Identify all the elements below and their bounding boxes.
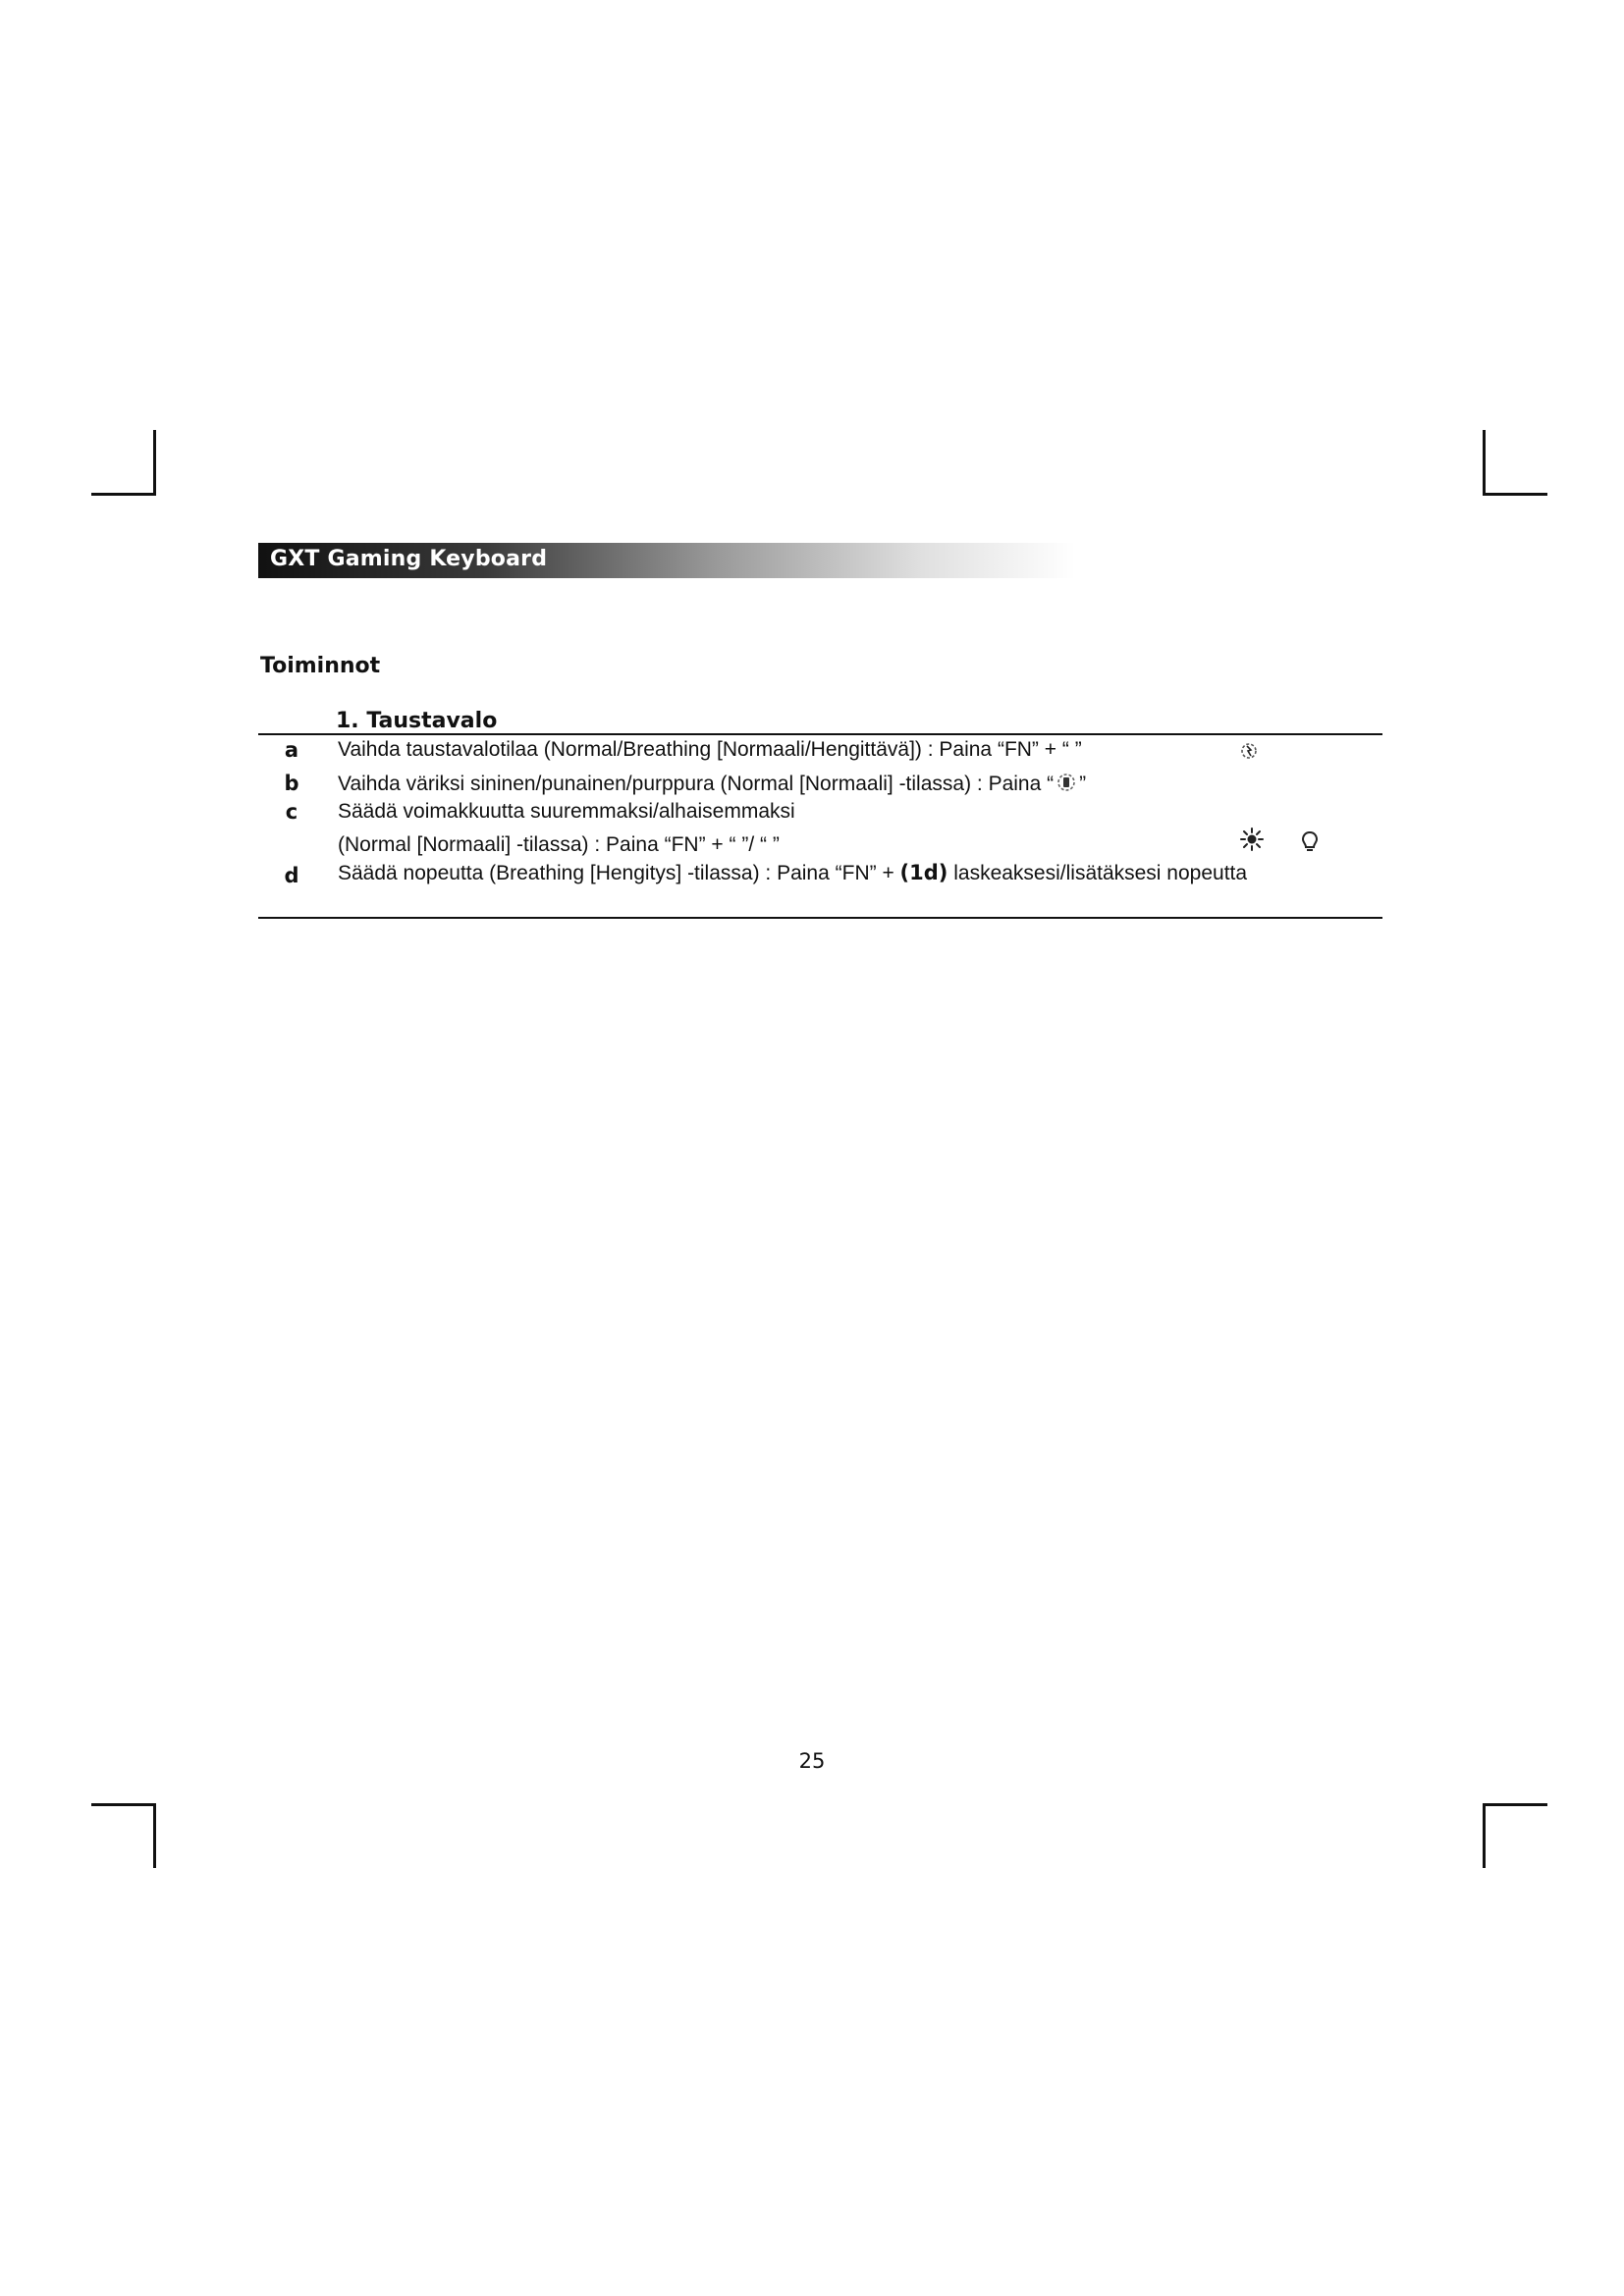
- crop-mark-top-right-horizontal: [1483, 493, 1547, 496]
- brightness-down-icon: [1301, 830, 1319, 854]
- item-text-c-line1: Säädä voimakkuutta suuremmaksi/alhaisemmaksi: [338, 800, 795, 823]
- crop-mark-top-left-horizontal: [91, 493, 156, 496]
- item-letter-c: c: [285, 800, 298, 824]
- item-letter-d: d: [284, 864, 299, 887]
- item-text-d-before: Säädä nopeutta (Breathing [Hengitys] -tilassa) : Paina “FN” +: [338, 862, 900, 884]
- item-text-b-after: ”: [1079, 773, 1087, 795]
- section-title: Toiminnot: [260, 654, 381, 678]
- table-top-rule: [258, 733, 1382, 735]
- item-text-a: Vaihda taustavalotilaa (Normal/Breathing [Normaali/Hengittävä]) : Paina “FN” + “ ”: [338, 738, 1082, 761]
- brightness-up-icon: [1239, 827, 1265, 852]
- crop-mark-bottom-right-horizontal: [1483, 1803, 1547, 1806]
- item-letter-a: a: [284, 738, 299, 762]
- backlight-mode-icon: [1239, 740, 1259, 762]
- item-text-b-before: Vaihda väriksi sininen/punainen/purppura (Normal [Normaali] -tilassa) : Paina “: [338, 773, 1055, 795]
- table-bottom-rule: [258, 917, 1382, 919]
- page-number: 25: [798, 1749, 826, 1773]
- item-text-c-line2: (Normal [Normaali] -tilassa) : Paina “FN” + “ ”/ “ ”: [338, 833, 780, 856]
- item-text-d-after: laskeaksesi/lisätäksesi nopeutta: [947, 862, 1248, 884]
- item-letter-b: b: [284, 772, 299, 795]
- item-text-d: [338, 861, 1247, 885]
- crop-mark-top-left-vertical: [153, 430, 156, 495]
- document-header-bar: [258, 543, 1279, 578]
- document-header-title: GXT Gaming Keyboard: [270, 547, 548, 571]
- crop-mark-bottom-right-vertical: [1483, 1803, 1486, 1868]
- crop-mark-top-right-vertical: [1483, 430, 1486, 495]
- item-text-d-bold: (1d): [899, 861, 948, 884]
- subsection-title: 1. Taustavalo: [336, 709, 498, 733]
- item-text-b: [338, 772, 1086, 796]
- crop-mark-bottom-left-vertical: [153, 1803, 156, 1868]
- color-cycle-icon: [1056, 772, 1077, 793]
- crop-mark-bottom-left-horizontal: [91, 1803, 156, 1806]
